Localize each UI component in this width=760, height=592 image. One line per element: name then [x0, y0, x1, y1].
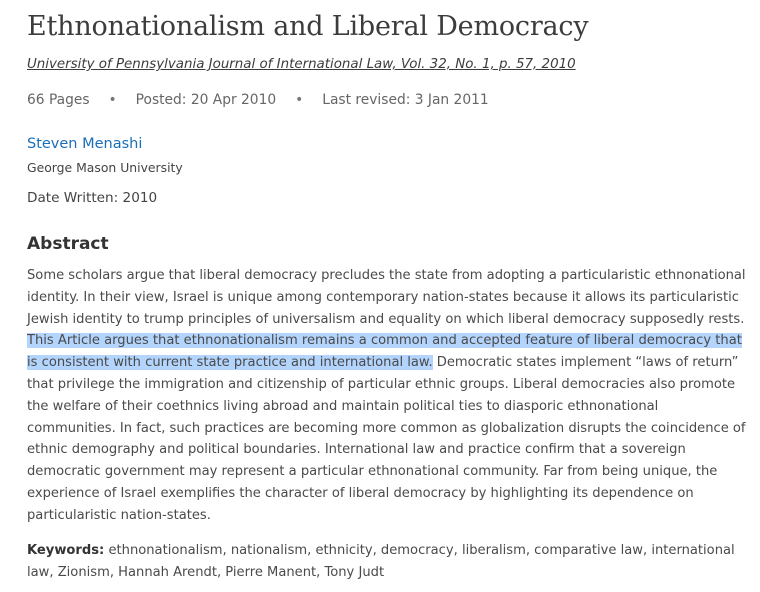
abstract-line: identity. In their view, Israel is unique among contemporary nation-states because it allows its particularistic — [27, 289, 739, 305]
abstract-line — [27, 330, 745, 352]
abstract-line: that privilege the immigration and citizenship of particular ethnic groups. Liberal democracies also promote — [27, 376, 736, 392]
abstract-line: Jewish identity to trump principles of universalism and equality on which liberal democracy supposedly rests. — [27, 311, 745, 327]
abstract-heading: Abstract — [27, 234, 109, 254]
abstract-line: Some scholars argue that liberal democracy precludes the state from adopting a particularistic ethnonational — [27, 268, 746, 283]
text-selection-highlight: This Article argues that ethnonationalism remains a common and accepted feature of liberal democracy that — [27, 333, 742, 349]
keywords-list: ethnonationalism, nationalism, ethnicity, democracy, liberalism, comparative law, international — [104, 543, 735, 558]
abstract-line: democratic government may represent a particular ethnonational community. Far from being unique, the — [27, 464, 718, 480]
keywords-label: Keywords: — [27, 543, 105, 558]
paper-title: Ethnonationalism and Liberal Democracy — [27, 11, 589, 42]
keywords-line — [27, 540, 745, 562]
abstract-line: communities. In fact, such practices are becoming more common as globalization disrupts the coincidence of — [27, 420, 746, 436]
separator-dot: • — [295, 92, 304, 108]
abstract-line: ethnic demography and political boundaries. International law and practice confirm that a sovereign — [27, 442, 686, 458]
date-written: Date Written: 2010 — [27, 190, 158, 206]
page-count: 66 Pages — [27, 92, 90, 108]
author-affiliation: George Mason University — [27, 160, 183, 175]
keywords — [27, 540, 745, 584]
keywords-line: law, Zionism, Hannah Arendt, Pierre Manent, Tony Judt — [27, 564, 385, 580]
revised-date: Last revised: 3 Jan 2011 — [322, 92, 489, 108]
abstract-line: particularistic nation-states. — [27, 507, 211, 523]
abstract-line: the welfare of their coethnics living abroad and maintain political ties to diasporic ethnonational — [27, 398, 659, 414]
separator-dot: • — [108, 92, 117, 108]
abstract-line: experience of Israel exemplifies the character of liberal democracy by highlighting its dependence on — [27, 485, 694, 501]
abstract-line — [27, 352, 745, 374]
journal-citation-link[interactable]: University of Pennsylvania Journal of International Law, Vol. 32, No. 1, p. 57, 2010 — [27, 57, 576, 72]
abstract-text: Democratic states implement “laws of return” — [432, 355, 739, 371]
posted-date: Posted: 20 Apr 2010 — [135, 92, 277, 108]
text-selection-highlight: is consistent with current state practice and international law. — [27, 355, 433, 371]
paper-meta — [27, 92, 489, 108]
author-link[interactable]: Steven Menashi — [27, 136, 143, 152]
abstract-body[interactable] — [27, 265, 745, 527]
